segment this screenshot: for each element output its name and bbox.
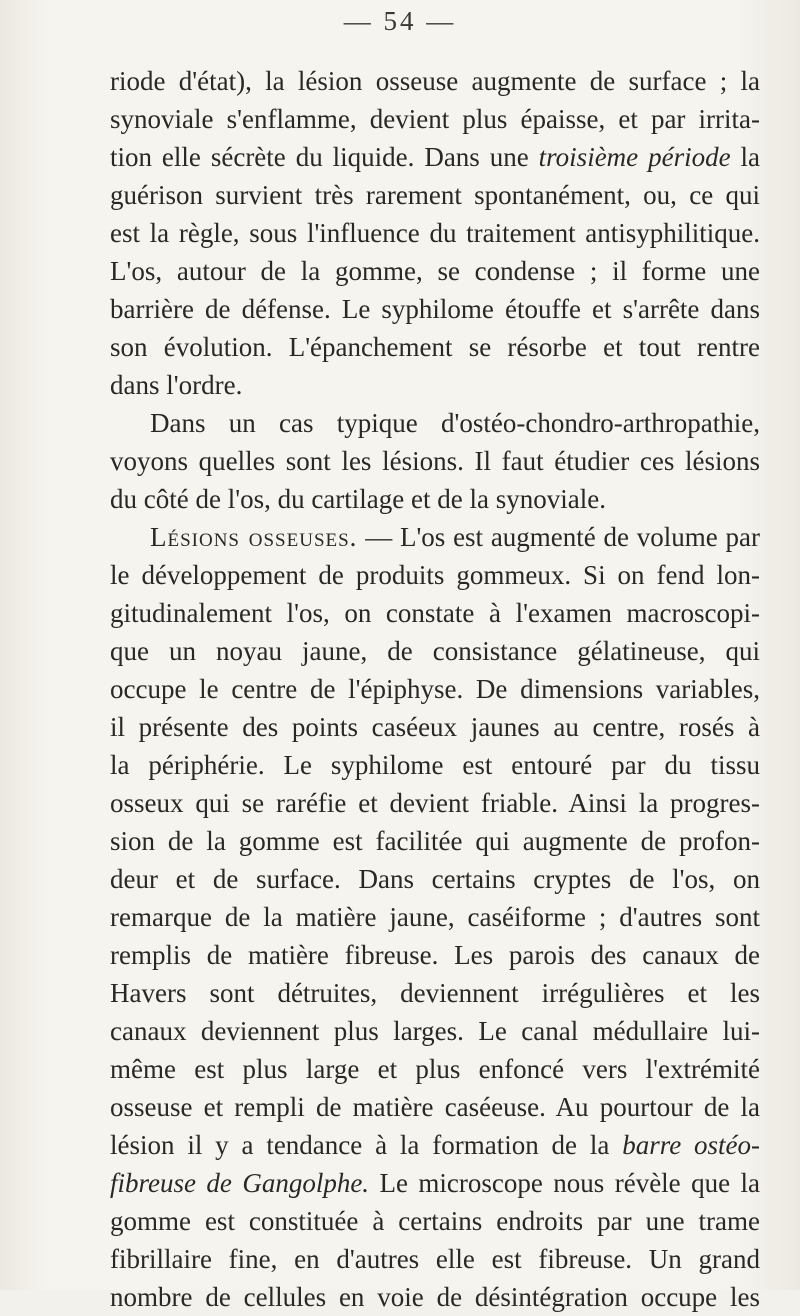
italic-troisieme-periode: troisième période: [538, 142, 731, 172]
text-line-23: remarque de la matière jaune, caséiforme ; d'autres sont: [110, 902, 760, 932]
text-line-9: dans l'ordre.: [110, 370, 243, 400]
text-line-22: deur et de surface. Dans certains cryptes de l'os, on: [110, 864, 760, 894]
text-line-30: [110, 1164, 760, 1202]
text-line-18: il présente des points caséeux jaunes au centre, rosés à: [110, 712, 760, 742]
text-line-30-end: Le microscope nous révèle que la: [369, 1168, 760, 1198]
text-line-16: que un noyau jaune, de consistance gélatineuse, qui: [110, 636, 760, 666]
italic-fibreuse-de-gangolphe: fibreuse de Gangolphe.: [110, 1168, 370, 1198]
text-line-15: gitudinalement l'os, on constate à l'examen macroscopi-: [110, 598, 760, 628]
text-line-33: nombre de cellules en voie de désintégration occupe les: [110, 1282, 760, 1312]
text-line-31: gomme est constituée à certains endroits par une trame: [110, 1206, 760, 1236]
text-line-3: [110, 138, 760, 176]
text-line-11: voyons quelles sont les lésions. Il faut étudier ces lésions: [110, 446, 760, 476]
text-line-13: [110, 518, 760, 556]
text-line-3-end: la: [730, 142, 760, 172]
text-line-1: riode d'état), la lésion osseuse augmente de surface ; la: [110, 66, 760, 96]
text-line-26: canaux deviennent plus larges. Le canal médullaire lui-: [110, 1016, 760, 1046]
text-line-13-end: — L'os est augmenté de volume par: [357, 522, 760, 552]
text-line-27: même est plus large et plus enfoncé vers l'extrémité: [110, 1054, 760, 1084]
text-line-10: Dans un cas typique d'ostéo-chondro-arthropathie,: [150, 408, 760, 438]
text-line-3-start: tion elle sécrète du liquide. Dans une: [110, 142, 529, 172]
text-line-20: osseux qui se raréfie et devient friable. Ainsi la progres-: [110, 788, 760, 818]
text-line-8: son évolution. L'épanchement se résorbe et tout rentre: [110, 332, 760, 362]
text-line-7: barrière de défense. Le syphilome étouffe et s'arrête dans: [110, 294, 760, 324]
text-line-25: Havers sont détruites, deviennent irrégulières et les: [110, 978, 760, 1008]
text-line-29: [110, 1126, 760, 1164]
text-line-2: synoviale s'enflamme, devient plus épaisse, et par irrita-: [110, 104, 760, 134]
text-line-12: du côté de l'os, du cartilage et de la synoviale.: [110, 484, 606, 514]
italic-barre-osteo: barre ostéo-: [622, 1130, 760, 1160]
text-line-28: osseuse et rempli de matière caséeuse. Au pourtour de la: [110, 1092, 760, 1122]
body-text: [110, 62, 760, 1316]
text-line-19: la périphérie. Le syphilome est entouré par du tissu: [110, 750, 760, 780]
text-line-5: est la règle, sous l'influence du traitement antisyphilitique.: [110, 218, 760, 248]
text-line-24: remplis de matière fibreuse. Les parois des canaux de: [110, 940, 760, 970]
section-heading-lesions-osseuses: Lésions osseuses.: [150, 522, 358, 552]
text-line-4: guérison survient très rarement spontanément, ou, ce qui: [110, 180, 760, 210]
text-line-14: le développement de produits gommeux. Si on fend lon-: [110, 560, 760, 590]
text-line-32: fibrillaire fine, en d'autres elle est fibreuse. Un grand: [110, 1244, 760, 1274]
page-number: — 54 —: [343, 6, 457, 36]
text-line-29-start: lésion il y a tendance à la formation de la: [110, 1130, 610, 1160]
text-line-21: sion de la gomme est facilitée qui augmente de profon-: [110, 826, 760, 856]
text-line-6: L'os, autour de la gomme, se condense ; il forme une: [110, 256, 760, 286]
text-line-17: occupe le centre de l'épiphyse. De dimensions variables,: [110, 674, 760, 704]
